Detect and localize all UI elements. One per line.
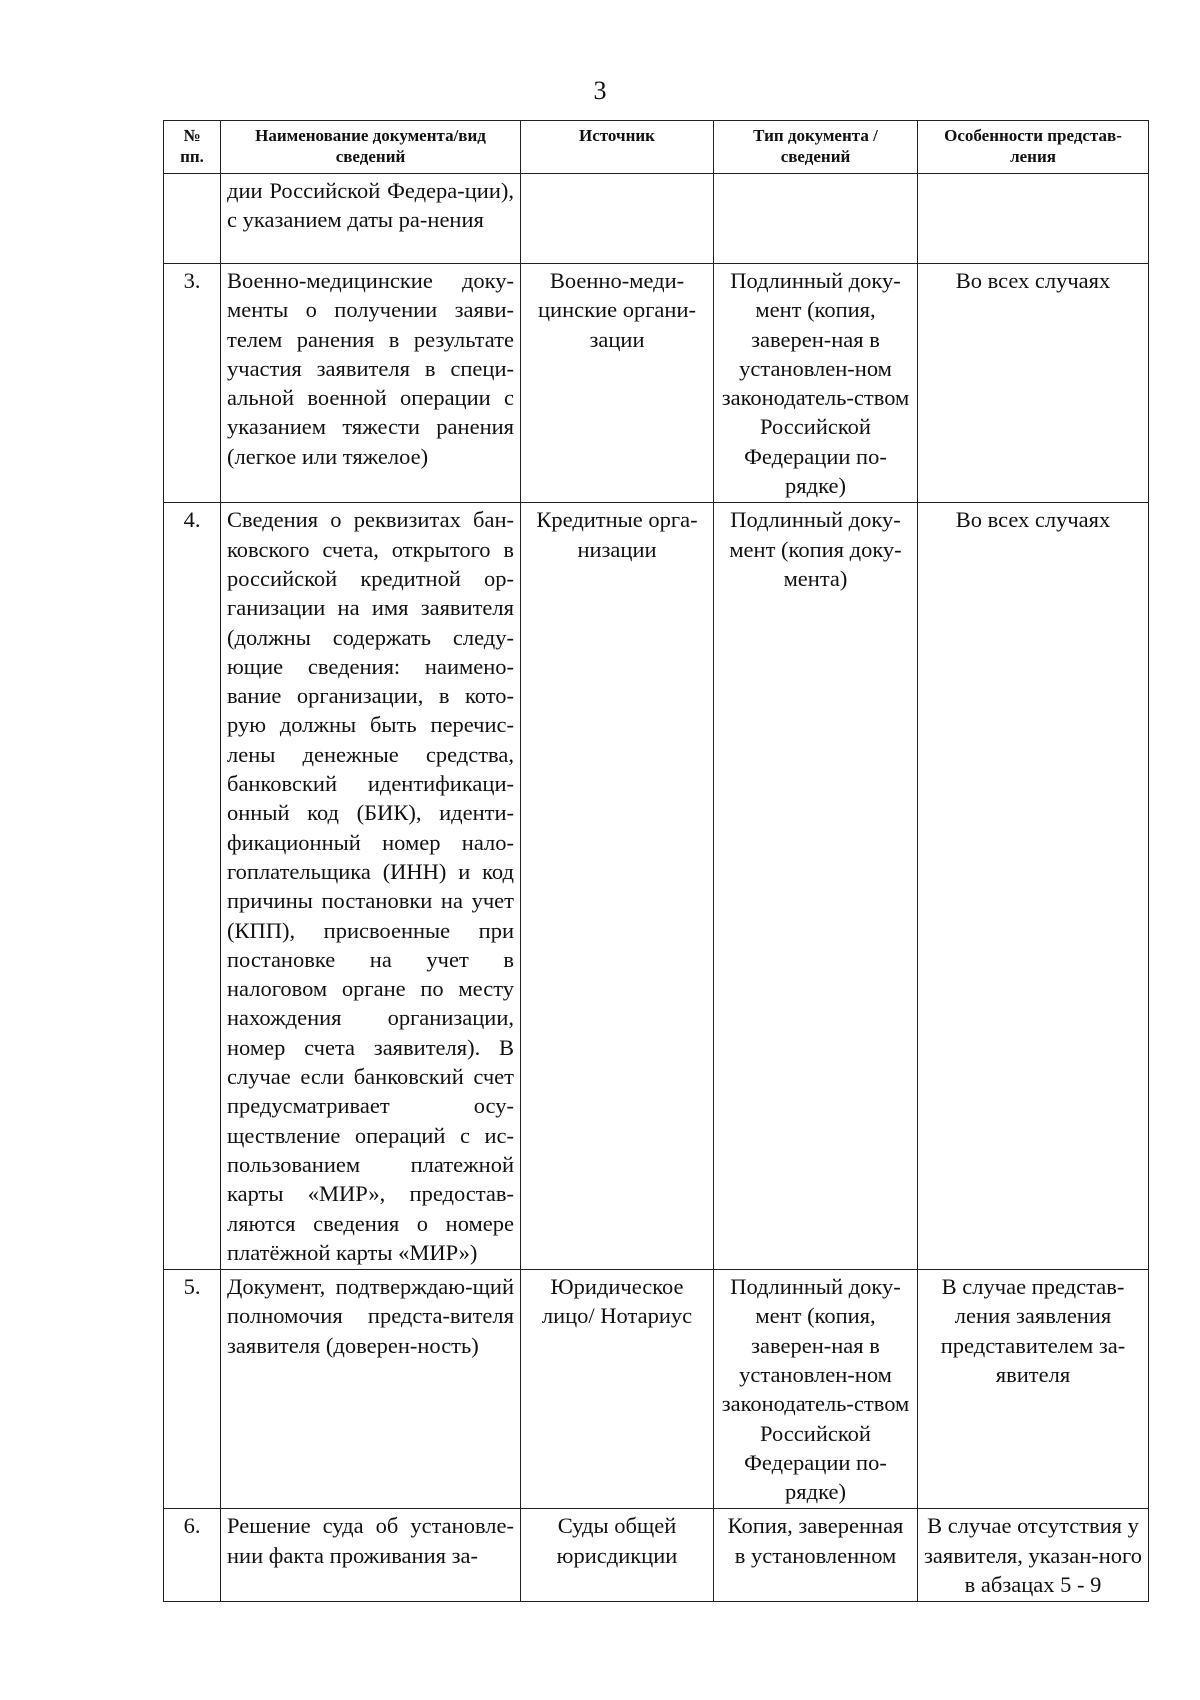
- row-source: Юридическое лицо/ Нотариус: [521, 1270, 714, 1509]
- header-features: Особенности представ-ления: [918, 121, 1149, 174]
- row-name: Решение суда об установле-нии факта проживания за-: [221, 1509, 521, 1602]
- row-name: Сведения о реквизитах бан-ковского счета, открытого в российской кредитной ор-ганизации на имя заявителя (должны содержать следу-ющие сведения: наимено-вание организации, в кото-рую должны быть перечис-лены денежные средства, банковский идентификаци-онный код (БИК), иденти-фикационный номер нало-гоплательщика (ИНН) и код причины постановки на учет (КПП), присвоенные при постановке на учет в налоговом органе по месту нахождения организации, номер счета заявителя). В случае если банковский счет предусматривает осу-ществление операций с ис-пользованием платежной карты «МИР», предостав-ляются сведения о номере платёжной карты «МИР»): [221, 503, 521, 1270]
- row-source: Кредитные орга-низации: [521, 503, 714, 1270]
- row-features: Во всех случаях: [918, 264, 1149, 503]
- table-row: [164, 264, 1149, 503]
- row-num: 4.: [164, 503, 221, 1270]
- header-source: Источник: [521, 121, 714, 174]
- row-source: Военно-меди-цинские органи-зации: [521, 264, 714, 503]
- table-row: [164, 174, 1149, 264]
- row-num: 5.: [164, 1270, 221, 1509]
- table-row: [164, 1509, 1149, 1602]
- table-header: [164, 121, 1149, 174]
- header-name: Наименование документа/вид сведений: [221, 121, 521, 174]
- row-num: 6.: [164, 1509, 221, 1602]
- row-source: Суды общей юрисдикции: [521, 1509, 714, 1602]
- row-num: [164, 174, 221, 264]
- row-type: Подлинный доку-мент (копия доку-мента): [714, 503, 918, 1270]
- row-source: [521, 174, 714, 264]
- row-features: В случае представ-ления заявления представителем за-явителя: [918, 1270, 1149, 1509]
- row-type: [714, 174, 918, 264]
- table-row: [164, 1270, 1149, 1509]
- row-features: [918, 174, 1149, 264]
- row-features: Во всех случаях: [918, 503, 1149, 1270]
- row-type: Подлинный доку-мент (копия, заверен-ная в установлен-ном законодатель-ством Российской Федерации по-рядке): [714, 1270, 918, 1509]
- page-number: 3: [593, 76, 607, 105]
- row-name: дии Российской Федера-ции), с указанием даты ра-нения: [221, 174, 521, 264]
- documents-table: [163, 120, 1149, 1602]
- row-type: Копия, заверенная в установленном: [714, 1509, 918, 1602]
- row-name: Документ, подтверждаю-щий полномочия предста-вителя заявителя (доверен-ность): [221, 1270, 521, 1509]
- row-num: 3.: [164, 264, 221, 503]
- header-type: Тип документа /сведений: [714, 121, 918, 174]
- table-row: [164, 503, 1149, 1270]
- row-features: В случае отсутствия у заявителя, указан-ного в абзацах 5 - 9: [918, 1509, 1149, 1602]
- header-num: № пп.: [164, 121, 221, 174]
- row-type: Подлинный доку-мент (копия, заверен-ная в установлен-ном законодатель-ством Российской Федерации по-рядке): [714, 264, 918, 503]
- row-name: Военно-медицинские доку-менты о получении заяви-телем ранения в результате участия заявителя в специ-альной военной операции с указанием тяжести ранения (легкое или тяжелое): [221, 264, 521, 503]
